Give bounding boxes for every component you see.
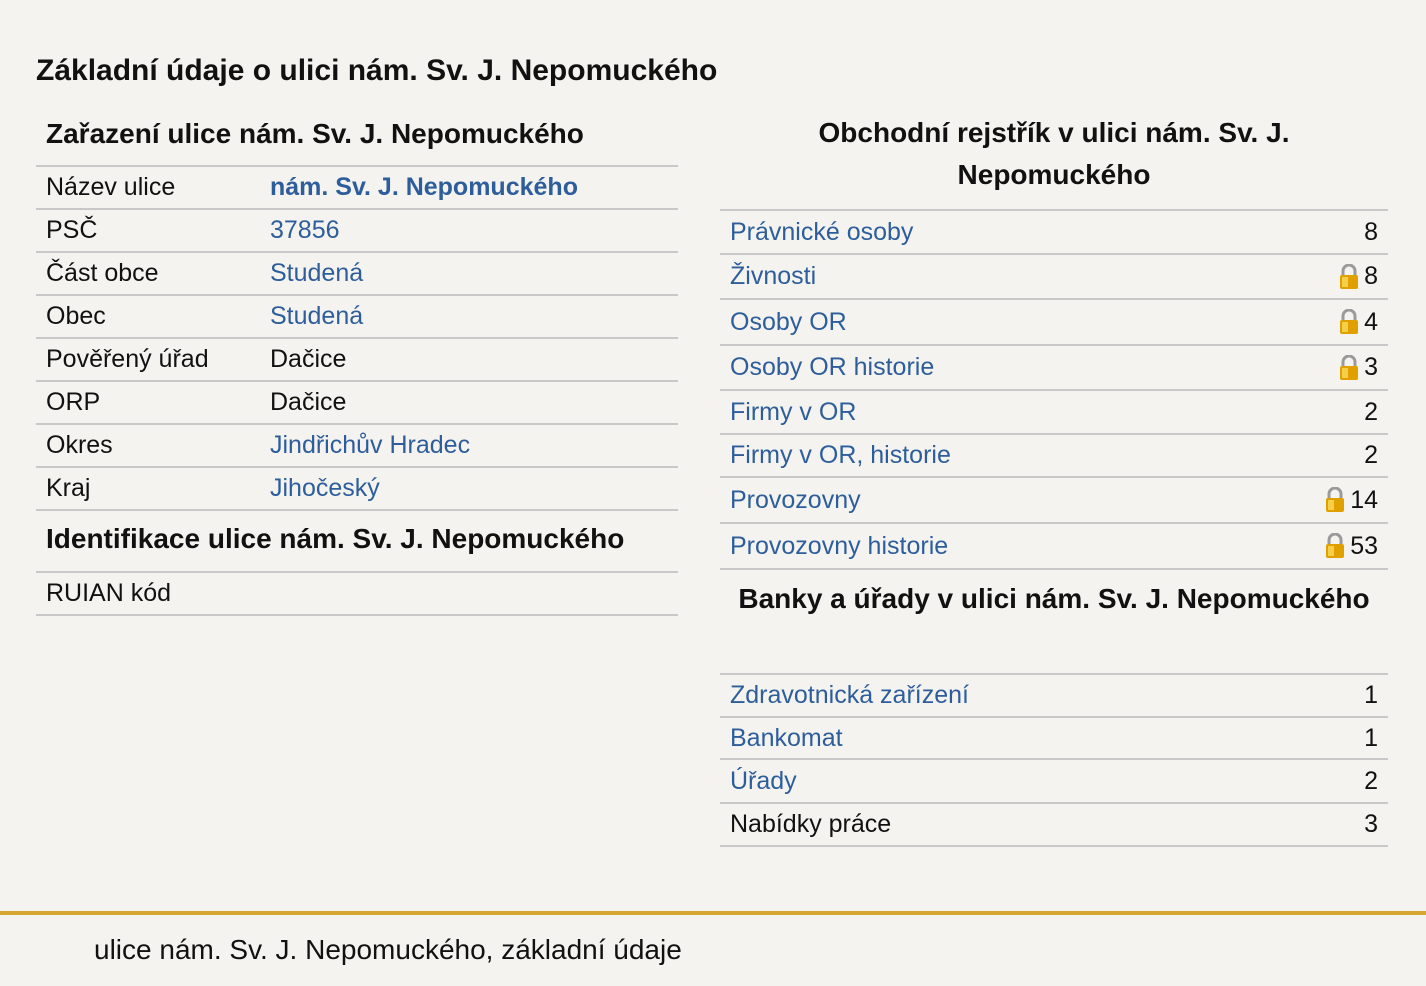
companies-or-history-link[interactable]: Firmy v OR, historie [730, 441, 951, 469]
street-name-link[interactable]: nám. Sv. J. Nepomuckého [270, 173, 578, 201]
business-register-panel [720, 112, 1388, 847]
row-count-cell [1338, 353, 1378, 382]
table-row [720, 255, 1388, 300]
row-count-cell [1364, 398, 1378, 427]
footer-caption: ulice nám. Sv. J. Nepomuckého, základní údaje [94, 934, 682, 965]
or-persons-history-link[interactable]: Osoby OR historie [730, 353, 935, 381]
lock-icon [1324, 533, 1346, 559]
table-row [720, 211, 1388, 255]
table-row [36, 210, 678, 253]
psc-link[interactable]: 37856 [270, 216, 340, 244]
table-row [36, 382, 678, 425]
job-offers-label: Nabídky práce [730, 810, 892, 838]
district-link[interactable]: Jindřichův Hradec [270, 431, 471, 459]
footer-divider [0, 911, 1426, 915]
row-label: Pověřený úřad [46, 345, 209, 373]
row-count: 2 [1364, 397, 1378, 426]
region-link[interactable]: Jihočeský [270, 474, 380, 502]
row-count: 1 [1364, 723, 1378, 752]
row-count: 3 [1364, 810, 1378, 838]
table-row [720, 391, 1388, 435]
lock-icon [1324, 487, 1346, 513]
table-row [36, 468, 678, 511]
page-title: Základní údaje o ulici nám. Sv. J. Nepomuckého [36, 54, 718, 87]
table-row [720, 435, 1388, 478]
table-row [720, 718, 1388, 760]
row-count: 2 [1364, 766, 1378, 795]
legal-persons-link[interactable]: Právnické osoby [730, 217, 914, 246]
street-classification-panel [36, 112, 678, 616]
row-label: RUIAN kód [46, 579, 172, 607]
row-count: 8 [1364, 262, 1378, 290]
table-row [36, 167, 678, 210]
establishments-link[interactable]: Provozovny [730, 485, 861, 514]
row-label: Obec [46, 302, 106, 330]
row-label: Kraj [46, 474, 91, 502]
health-facilities-link[interactable]: Zdravotnická zařízení [730, 681, 969, 709]
companies-or-link[interactable]: Firmy v OR [730, 397, 857, 426]
row-count: 3 [1364, 353, 1378, 381]
table-row [36, 573, 678, 616]
row-count: 4 [1364, 307, 1378, 336]
table-row [720, 675, 1388, 718]
row-label: PSČ [46, 216, 98, 244]
table-row [720, 760, 1388, 804]
trades-link[interactable]: Živnosti [730, 262, 817, 290]
orp-value: Dačice [270, 388, 347, 416]
row-count: 14 [1350, 485, 1378, 514]
row-count-cell [1364, 218, 1378, 247]
row-count-cell [1324, 486, 1378, 515]
row-label: Část obce [46, 259, 159, 287]
row-count: 53 [1350, 531, 1378, 560]
row-label: Okres [46, 431, 113, 459]
municipality-link[interactable]: Studená [270, 302, 364, 330]
table-row [720, 300, 1388, 346]
identifikace-heading: Identifikace ulice nám. Sv. J. Nepomuckého [36, 511, 678, 573]
table-row [36, 425, 678, 468]
row-count-cell [1338, 308, 1378, 337]
lock-icon [1338, 264, 1360, 290]
or-persons-link[interactable]: Osoby OR [730, 307, 847, 336]
table-row [36, 253, 678, 296]
table-row [36, 296, 678, 339]
lock-icon [1338, 309, 1360, 335]
row-label: ORP [46, 388, 101, 416]
row-count-cell [1338, 262, 1378, 291]
zarazeni-heading: Zařazení ulice nám. Sv. J. Nepomuckého [36, 112, 678, 167]
authorized-office-value: Dačice [270, 345, 347, 373]
row-count: 8 [1364, 217, 1378, 246]
banky-heading: Banky a úřady v ulici nám. Sv. J. Nepomuckého [720, 570, 1388, 675]
part-of-town-link[interactable]: Studená [270, 259, 364, 287]
row-count: 2 [1364, 441, 1378, 469]
table-row [720, 478, 1388, 524]
offices-link[interactable]: Úřady [730, 766, 797, 795]
table-row [720, 524, 1388, 570]
establishments-history-link[interactable]: Provozovny historie [730, 531, 949, 560]
row-count-cell [1364, 441, 1378, 470]
table-row [720, 346, 1388, 391]
table-row [720, 804, 1388, 847]
lock-icon [1338, 355, 1360, 381]
row-count: 1 [1364, 681, 1378, 709]
row-count-cell [1324, 532, 1378, 561]
row-label: Název ulice [46, 173, 176, 201]
table-row [36, 339, 678, 382]
atm-link[interactable]: Bankomat [730, 723, 843, 752]
rejstrik-heading: Obchodní rejstřík v ulici nám. Sv. J. Nepomuckého [720, 112, 1388, 211]
